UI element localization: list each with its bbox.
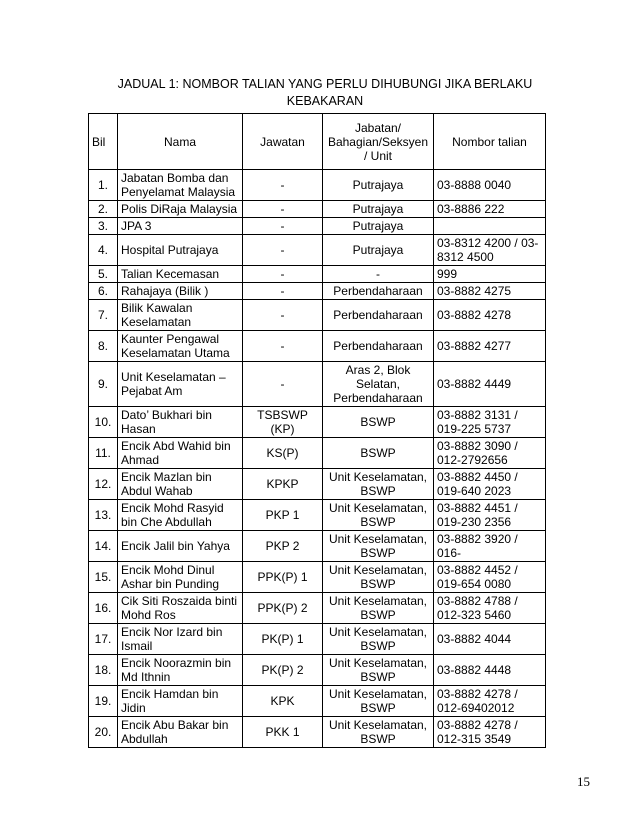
cell-jawatan: - xyxy=(243,235,323,266)
cell-jawatan: PKK 1 xyxy=(243,717,323,748)
header-telefon: Nombor talian xyxy=(434,114,546,170)
cell-jawatan: PKP 2 xyxy=(243,531,323,562)
cell-nama: Encik Mohd Rasyid bin Che Abdullah xyxy=(118,500,243,531)
table-row xyxy=(89,655,546,686)
cell-jabatan: Putrajaya xyxy=(323,235,434,266)
cell-bil: 17. xyxy=(89,624,118,655)
table-row xyxy=(89,562,546,593)
cell-nama: Rahajaya (Bilik ) xyxy=(118,283,243,300)
cell-bil: 14. xyxy=(89,531,118,562)
cell-jawatan: KPKP xyxy=(243,469,323,500)
cell-telefon: 03-8882 4788 / 012-323 5460 xyxy=(434,593,546,624)
cell-jabatan: Unit Keselamatan, BSWP xyxy=(323,655,434,686)
cell-jawatan: KPK xyxy=(243,686,323,717)
cell-bil: 18. xyxy=(89,655,118,686)
cell-jawatan: - xyxy=(243,283,323,300)
cell-nama: Encik Noorazmin bin Md Ithnin xyxy=(118,655,243,686)
header-bil: Bil xyxy=(89,114,118,170)
cell-jabatan: Perbendaharaan xyxy=(323,331,434,362)
table-row xyxy=(89,624,546,655)
page-number: 15 xyxy=(577,774,590,789)
cell-jawatan: - xyxy=(243,300,323,331)
cell-jawatan: - xyxy=(243,331,323,362)
cell-nama: Encik Mohd Dinul Ashar bin Punding xyxy=(118,562,243,593)
cell-nama: Hospital Putrajaya xyxy=(118,235,243,266)
table-row xyxy=(89,531,546,562)
cell-bil: 3. xyxy=(89,218,118,235)
cell-jabatan: Putrajaya xyxy=(323,218,434,235)
cell-jawatan: - xyxy=(243,266,323,283)
table-row xyxy=(89,201,546,218)
cell-nama: Talian Kecemasan xyxy=(118,266,243,283)
cell-telefon: 03-8882 4452 / 019-654 0080 xyxy=(434,562,546,593)
cell-jabatan: Aras 2, Blok Selatan, Perbendaharaan xyxy=(323,362,434,407)
header-nama: Nama xyxy=(118,114,243,170)
header-jabatan: Jabatan/ Bahagian/Seksyen / Unit xyxy=(323,114,434,170)
cell-bil: 12. xyxy=(89,469,118,500)
cell-jabatan: Unit Keselamatan, BSWP xyxy=(323,593,434,624)
table-row xyxy=(89,686,546,717)
table-row xyxy=(89,717,546,748)
table-row xyxy=(89,438,546,469)
cell-telefon: 03-8882 3920 / 016- xyxy=(434,531,546,562)
table-row xyxy=(89,300,546,331)
cell-nama: Encik Hamdan bin Jidin xyxy=(118,686,243,717)
cell-bil: 1. xyxy=(89,170,118,201)
cell-nama: Bilik Kawalan Keselamatan xyxy=(118,300,243,331)
cell-telefon: 03-8882 4278 / 012-69402012 xyxy=(434,686,546,717)
cell-nama: Unit Keselamatan – Pejabat Am xyxy=(118,362,243,407)
document-title: JADUAL 1: NOMBOR TALIAN YANG PERLU DIHUBUNGI JIKA BERLAKU KEBAKARAN xyxy=(117,77,533,108)
cell-nama: Kaunter Pengawal Keselamatan Utama xyxy=(118,331,243,362)
table-row xyxy=(89,407,546,438)
cell-bil: 9. xyxy=(89,362,118,407)
cell-nama: Encik Mazlan bin Abdul Wahab xyxy=(118,469,243,500)
cell-jawatan: PK(P) 2 xyxy=(243,655,323,686)
table-row xyxy=(89,362,546,407)
cell-jabatan: Perbendaharaan xyxy=(323,283,434,300)
cell-bil: 16. xyxy=(89,593,118,624)
table-row xyxy=(89,500,546,531)
table-row xyxy=(89,283,546,300)
cell-nama: Encik Abu Bakar bin Abdullah xyxy=(118,717,243,748)
cell-jawatan: PKP 1 xyxy=(243,500,323,531)
cell-telefon: 03-8882 4278 xyxy=(434,300,546,331)
cell-bil: 20. xyxy=(89,717,118,748)
cell-nama: Dato’ Bukhari bin Hasan xyxy=(118,407,243,438)
cell-bil: 8. xyxy=(89,331,118,362)
cell-bil: 13. xyxy=(89,500,118,531)
cell-bil: 2. xyxy=(89,201,118,218)
table-row xyxy=(89,593,546,624)
cell-nama: JPA 3 xyxy=(118,218,243,235)
cell-telefon: 999 xyxy=(434,266,546,283)
cell-telefon: 03-8882 4448 xyxy=(434,655,546,686)
cell-bil: 11. xyxy=(89,438,118,469)
cell-telefon: 03-8888 0040 xyxy=(434,170,546,201)
cell-jabatan: Putrajaya xyxy=(323,170,434,201)
cell-bil: 7. xyxy=(89,300,118,331)
cell-nama: Polis DiRaja Malaysia xyxy=(118,201,243,218)
cell-nama: Encik Abd Wahid bin Ahmad xyxy=(118,438,243,469)
table-row xyxy=(89,170,546,201)
cell-jabatan: BSWP xyxy=(323,407,434,438)
cell-bil: 19. xyxy=(89,686,118,717)
cell-telefon: 03-8882 3090 / 012-2792656 xyxy=(434,438,546,469)
cell-jabatan: Unit Keselamatan, BSWP xyxy=(323,624,434,655)
cell-jawatan: KS(P) xyxy=(243,438,323,469)
cell-telefon: 03-8882 4275 xyxy=(434,283,546,300)
table-row xyxy=(89,266,546,283)
cell-bil: 4. xyxy=(89,235,118,266)
cell-jabatan: - xyxy=(323,266,434,283)
cell-jawatan: PK(P) 1 xyxy=(243,624,323,655)
cell-jawatan: - xyxy=(243,201,323,218)
table-header-row xyxy=(89,114,546,170)
cell-bil: 5. xyxy=(89,266,118,283)
cell-bil: 10. xyxy=(89,407,118,438)
cell-jawatan: - xyxy=(243,218,323,235)
cell-telefon: 03-8882 4450 / 019-640 2023 xyxy=(434,469,546,500)
cell-jabatan: Unit Keselamatan, BSWP xyxy=(323,500,434,531)
cell-bil: 6. xyxy=(89,283,118,300)
cell-jabatan: Perbendaharaan xyxy=(323,300,434,331)
cell-nama: Encik Jalil bin Yahya xyxy=(118,531,243,562)
header-jawatan: Jawatan xyxy=(243,114,323,170)
cell-jabatan: Putrajaya xyxy=(323,201,434,218)
table-row xyxy=(89,235,546,266)
cell-jawatan: PPK(P) 1 xyxy=(243,562,323,593)
cell-jabatan: Unit Keselamatan, BSWP xyxy=(323,531,434,562)
cell-telefon: 03-8882 3131 / 019-225 5737 xyxy=(434,407,546,438)
table-row xyxy=(89,218,546,235)
cell-jabatan: Unit Keselamatan, BSWP xyxy=(323,717,434,748)
cell-jawatan: - xyxy=(243,362,323,407)
cell-telefon: 03-8882 4044 xyxy=(434,624,546,655)
cell-telefon xyxy=(434,218,546,235)
cell-jawatan: - xyxy=(243,170,323,201)
table-row xyxy=(89,331,546,362)
cell-telefon: 03-8882 4278 / 012-315 3549 xyxy=(434,717,546,748)
cell-telefon: 03-8882 4449 xyxy=(434,362,546,407)
cell-nama: Jabatan Bomba dan Penyelamat Malaysia xyxy=(118,170,243,201)
cell-jabatan: Unit Keselamatan, BSWP xyxy=(323,562,434,593)
cell-jabatan: BSWP xyxy=(323,438,434,469)
contact-table xyxy=(88,113,546,748)
cell-bil: 15. xyxy=(89,562,118,593)
cell-telefon: 03-8886 222 xyxy=(434,201,546,218)
cell-telefon: 03-8882 4277 xyxy=(434,331,546,362)
cell-nama: Cik Siti Roszaida binti Mohd Ros xyxy=(118,593,243,624)
cell-telefon: 03-8312 4200 / 03-8312 4500 xyxy=(434,235,546,266)
cell-jabatan: Unit Keselamatan, BSWP xyxy=(323,469,434,500)
cell-jawatan: PPK(P) 2 xyxy=(243,593,323,624)
cell-nama: Encik Nor Izard bin Ismail xyxy=(118,624,243,655)
table-row xyxy=(89,469,546,500)
cell-telefon: 03-8882 4451 / 019-230 2356 xyxy=(434,500,546,531)
cell-jabatan: Unit Keselamatan, BSWP xyxy=(323,686,434,717)
cell-jawatan: TSBSWP (KP) xyxy=(243,407,323,438)
